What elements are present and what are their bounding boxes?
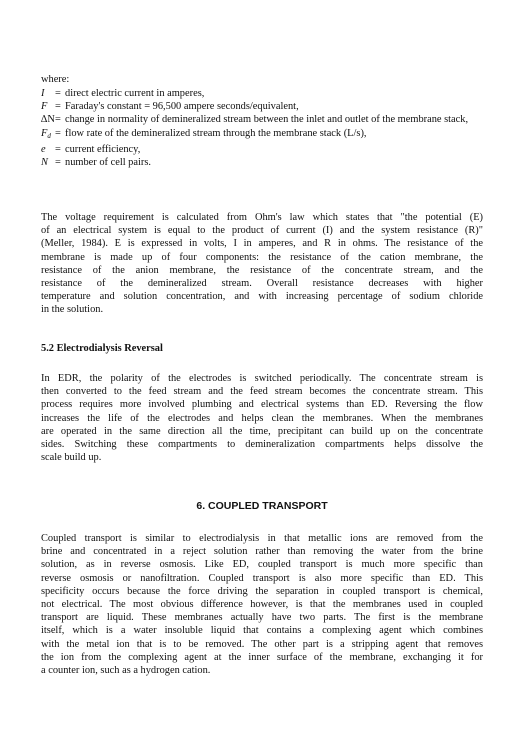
paragraph-line: increases the life of the electrodes and helps clean the membranes. When the membranes	[41, 412, 483, 424]
definition-equals: =	[55, 114, 61, 126]
paragraph-line: process requires more involved plumbing and electrical systems than ED. Reversing the flow	[41, 399, 483, 411]
paragraph-line: reverse osmosis or nanofiltration. Coupled transport is also more specific than ED. This	[41, 572, 483, 584]
paragraph-line: the ion from the complexing agent at the inner surface of the membrane, exchanging it for	[41, 651, 483, 663]
paragraph-line: solution, as in reverse osmosis. Like ED, coupled transport is much more specific than	[41, 559, 483, 571]
definition-item	[41, 156, 491, 169]
definition-equals: =	[55, 143, 61, 155]
definition-item	[41, 127, 491, 143]
paragraph-line: are operated in the same direction all the time, precipitant can build up on the concentrate	[41, 425, 483, 437]
paragraph-edr	[41, 372, 483, 464]
paragraph-line: In EDR, the polarity of the electrodes is switched periodically. The concentrate stream is	[41, 373, 483, 384]
variable-definitions	[41, 87, 491, 169]
paragraph-line: (Meller, 1984). E is expressed in volts, I in amperes, and R in ohms. The resistance of the	[41, 238, 483, 250]
paragraph-line: scale build up.	[41, 452, 102, 464]
definition-symbol: F	[41, 101, 48, 113]
paragraph-line: temperature and solution concentration, and with increasing percentage of sodium chloride	[41, 291, 483, 303]
paragraph-line: specificity occurs because the force driving the separation in coupled transport is chemical,	[41, 585, 483, 597]
paragraph-line: transport are liquid. These membranes actually have two parts. The first is the membrane	[41, 612, 483, 624]
where-label: where:	[41, 74, 70, 85]
paragraph-line: of an electrical system is equal to the product of current (I) and the system resistance (R)"	[41, 225, 483, 237]
paragraph-line: brine and concentrated in a reject solution rather than removing the water from the brine	[41, 546, 483, 558]
definition-text: number of cell pairs.	[65, 157, 151, 169]
section-heading-6: 6. COUPLED TRANSPORT	[196, 500, 328, 512]
paragraph-line: not electrical. The most obvious difference however, is that the membranes used in coupled	[41, 599, 483, 611]
definition-symbol: I	[41, 88, 45, 99]
section-heading-5-2: 5.2 Electrodialysis Reversal	[41, 343, 163, 354]
paragraph-line: Coupled transport is similar to electrodialysis in that metallic ions are removed from the	[41, 533, 483, 544]
definition-text: current efficiency,	[65, 143, 141, 155]
paragraph-line: The voltage requirement is calculated from Ohm's law which states that "the potential (E)	[41, 212, 483, 223]
definition-text: Faraday's constant = 96,500 ampere seconds/equivalent,	[65, 101, 299, 113]
definition-symbol: N	[41, 157, 48, 169]
paragraph-line: with the metal ion that is to be removed. The other part is a stripping agent that removes	[41, 638, 483, 650]
definition-item	[41, 87, 491, 100]
definition-symbol: ∆N	[41, 114, 55, 126]
definition-text: flow rate of the demineralized stream through the membrane stack (L/s),	[65, 127, 367, 139]
symbol-subscript: d	[47, 131, 51, 140]
paragraph-line: itself, which is a water insoluble liquid that contains a complexing agent which combines	[41, 625, 483, 637]
paragraph-line: resistance of the demineralized stream. Overall resistance decreases with higher	[41, 278, 483, 290]
paragraph-line: membrane is made up of four components: the resistance of the cation membrane, the	[41, 251, 483, 263]
definition-item	[41, 113, 491, 126]
paragraph-line: sides. Switching these compartments to demineralization compartments helps dissolve the	[41, 439, 483, 451]
definition-symbol: e	[41, 143, 46, 155]
definition-equals: =	[55, 88, 61, 99]
definition-symbol	[41, 127, 55, 143]
definition-text: change in normality of demineralized stream between the inlet and outlet of the membrane stack,	[65, 114, 469, 126]
definition-item	[41, 100, 491, 113]
definition-equals: =	[55, 157, 61, 169]
definition-equals: =	[55, 127, 61, 139]
definition-item	[41, 143, 491, 156]
definition-text: direct electric current in amperes,	[65, 88, 205, 99]
definition-equals: =	[55, 101, 61, 113]
paragraph-line: in the solution.	[41, 304, 104, 316]
paragraph-coupled-transport	[41, 532, 483, 677]
paragraph-ohms-law	[41, 211, 483, 317]
paragraph-line: a counter ion, such as a hydrogen cation.	[41, 665, 211, 677]
symbol-base: F	[41, 127, 48, 139]
paragraph-line: then converted to the feed stream and the feed stream becomes the concentrate stream. This	[41, 386, 483, 398]
paragraph-line: resistance of the anion membrane, the resistance of the concentrate stream, and the	[41, 264, 483, 276]
